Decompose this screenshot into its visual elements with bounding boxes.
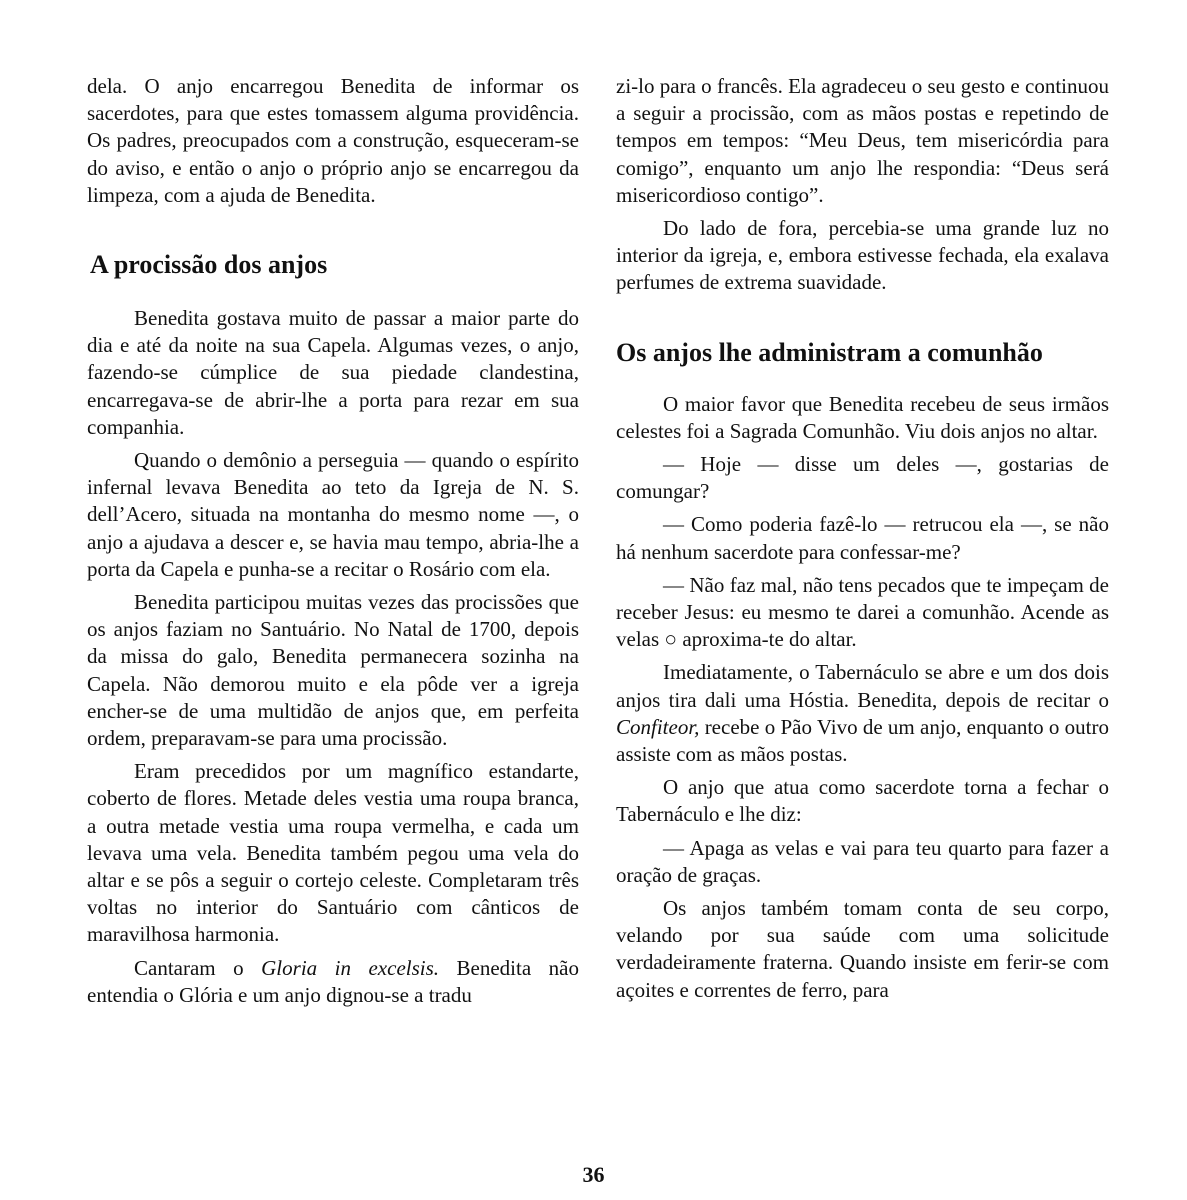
latin-phrase: Confiteor,: [616, 714, 700, 739]
paragraph: Os anjos também tomam conta de seu corpo, velando por sua saúde com uma solicitude verdadeiramente fraterna. Quando insiste em ferir-se com açoites e correntes de ferro, para: [616, 896, 1109, 1002]
paragraph: Benedita gostava muito de passar a maior parte do dia e até da noite na sua Capela. Algumas vezes, o anjo, fazendo-se cúmplice de sua piedade clandestina, encarregava-se de abrir-lhe a porta para rezar em sua companhia.: [87, 306, 579, 439]
text-run: Imediatamente, o Tabernáculo se abre e um dos dois anjos tira dali uma Hóstia. Benedita, depois de recitar o: [616, 660, 1109, 712]
dialogue-paragraph: — Como poderia fazê-lo — retrucou ela —, se não há nenhum sacerdote para confessar-me?: [616, 512, 1109, 564]
dialogue-paragraph: — Hoje — disse um deles —, gostarias de comungar?: [616, 452, 1109, 504]
right-column: [616, 73, 1109, 1010]
paragraph: O anjo que atua como sacerdote torna a fechar o Tabernáculo e lhe diz:: [616, 775, 1109, 827]
paragraph: zi-lo para o francês. Ela agradeceu o seu gesto e continuou a seguir a procissão, com as mãos postas e repetindo de tempos em tempos: “Meu Deus, tem misericórdia para comigo”, enquanto um anjo lhe respondia: “Deus será misericordioso contigo”.: [616, 74, 1109, 207]
paragraph: Do lado de fora, percebia-se uma grande luz no interior da igreja, e, embora estivesse fechada, ela exalava perfumes de extrema suavidade.: [616, 216, 1109, 295]
paragraph: [87, 955, 579, 1009]
page-number: 36: [582, 1162, 605, 1187]
latin-phrase: Gloria in excelsis.: [261, 955, 440, 980]
section-heading: A procissão dos anjos: [90, 250, 328, 280]
left-column: [87, 73, 579, 1015]
paragraph: O maior favor que Benedita recebeu de seus irmãos celestes foi a Sagrada Comunhão. Viu dois anjos no altar.: [616, 391, 1109, 443]
paragraph: Eram precedidos por um magnífico estandarte, coberto de flores. Metade deles vestia uma roupa branca, a outra metade vestia uma roupa vermelha, e cada um levava uma vela. Benedita também pegou uma vela do altar e se pôs a seguir o cortejo celeste. Completaram três voltas no interior do Santuário com cânticos de maravilhosa harmonia.: [87, 759, 579, 947]
paragraph: Quando o demônio a perseguia — quando o espírito infernal levava Benedita ao teto da Igreja de N. S. dell’Acero, situada na montanha do mesmo nome —, o anjo a ajudava a descer e, se havia mau tempo, abria-lhe a porta da Capela e punha-se a recitar o Rosário com ela.: [87, 448, 579, 581]
dialogue-paragraph: — Apaga as velas e vai para teu quarto para fazer a oração de graças.: [616, 835, 1109, 887]
paragraph: Benedita participou muitas vezes das procissões que os anjos faziam no Santuário. No Natal de 1700, depois da missa do galo, Benedita permanecera sozinha na Capela. Não demorou muito e ela pôde ver a igreja encher-se de uma multidão de anjos que, em perfeita ordem, preparavam-se para uma procissão.: [87, 590, 579, 751]
paragraph: [616, 659, 1109, 768]
text-run: Benedita não entendia o Glória e um anjo dignou-se a tradu: [87, 955, 579, 1007]
paragraph: dela. O anjo encarregou Benedita de informar os sacerdotes, para que estes tomassem alguma providência. Os padres, preocupados com a construção, esqueceram-se do aviso, e então o anjo o próprio anjo se encarregou da limpeza, com a ajuda de Benedita.: [87, 74, 579, 207]
text-run: recebe o Pão Vivo de um anjo, enquanto o outro assiste com as mãos postas.: [616, 714, 1109, 767]
section-heading: Os anjos lhe administram a comunhão: [616, 337, 1043, 367]
text-run: Cantaram o: [134, 955, 262, 980]
dialogue-paragraph: — Não faz mal, não tens pecados que te impeçam de receber Jesus: eu mesmo te darei a comunhão. Acende as velas ○ aproxima-te do altar.: [616, 572, 1109, 652]
